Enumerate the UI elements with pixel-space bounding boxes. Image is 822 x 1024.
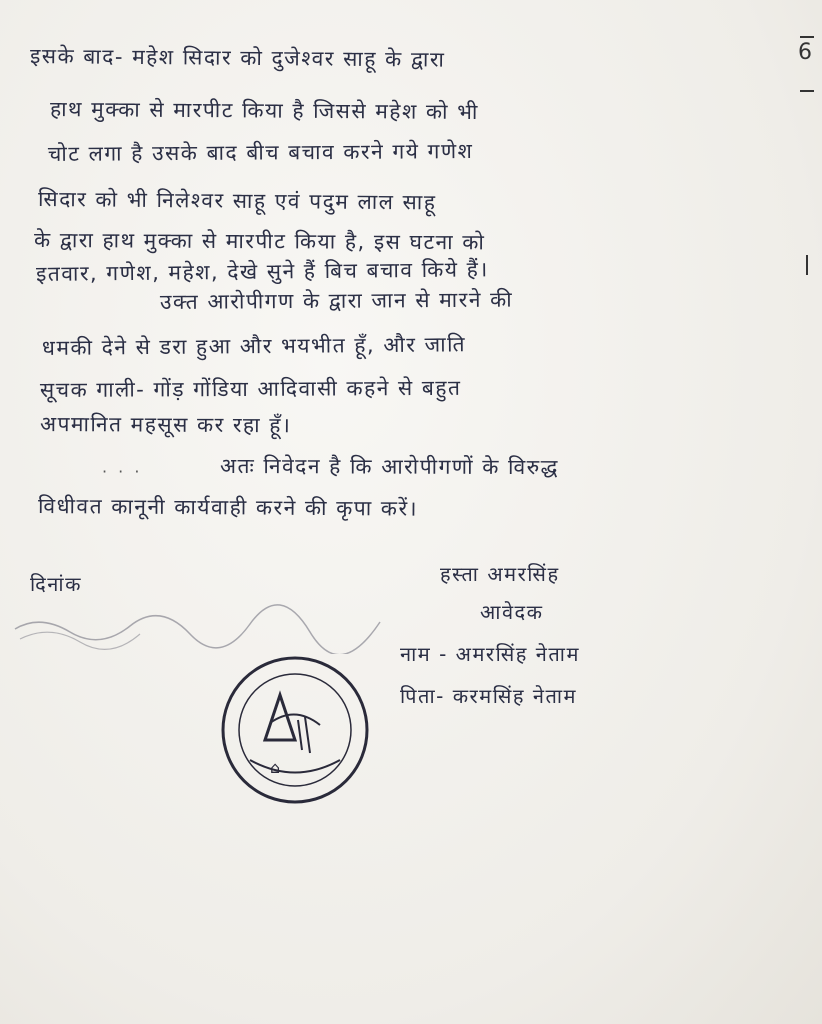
signature-line: हस्ता अमरसिंह (440, 562, 560, 586)
body-line: सिदार को भी निलेश्वर साहू एवं पदुम लाल साहू (37, 187, 437, 215)
page-marker: 6 (798, 40, 812, 65)
stamp-seal (210, 645, 380, 815)
applicant-name: नाम - अमरसिंह नेताम (400, 642, 580, 666)
body-line: अपमानित महसूस कर रहा हूँ। (39, 412, 292, 438)
body-line: सूचक गाली- गोंड़ गोंडिया आदिवासी कहने से बहुत (39, 375, 462, 402)
body-line: उक्त आरोपीगण के द्वारा जान से मारने की (159, 287, 514, 314)
margin-dash (800, 90, 814, 92)
body-line: धमकी देने से डरा हुआ और भयभीत हूँ, और जाति (41, 332, 467, 360)
margin-mark (806, 255, 808, 275)
body-line: के द्वारा हाथ मुक्का से मारपीट किया है, इस घटना को (33, 228, 486, 255)
body-line: हाथ मुक्का से मारपीट किया है जिससे महेश को भी (49, 97, 479, 124)
svg-text:⌂: ⌂ (270, 758, 281, 777)
date-label: दिनांक (30, 572, 82, 596)
body-line: इसके बाद- महेश सिदार को दुजेश्वर साहू के द्वारा (29, 44, 446, 72)
body-line: अतः निवेदन है कि आरोपीगणों के विरुद्ध (219, 454, 560, 480)
body-line: चोट लगा है उसके बाद बीच बचाव करने गये गणेश (47, 139, 474, 166)
body-line: विधीवत कानूनी कार्यवाही करने की कृपा करें। (37, 494, 419, 521)
applicant-label: आवेदक (480, 600, 544, 624)
applicant-father: पिता- करमसिंह नेताम (400, 684, 578, 708)
body-line: इतवार, गणेश, महेश, देखे सुने हैं बिच बचाव किये हैं। (35, 257, 489, 286)
ellipsis-marks: · · · (102, 462, 143, 481)
margin-dash (800, 36, 814, 38)
